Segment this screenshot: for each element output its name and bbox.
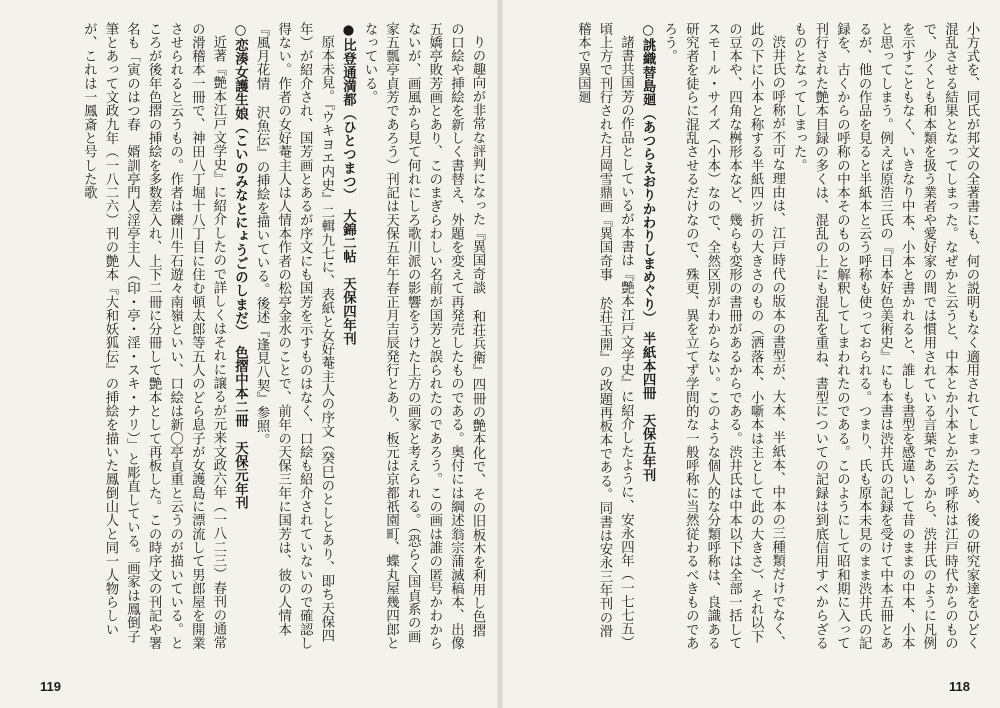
paragraph: 近著『艶本江戸文学史』に紹介したので詳しくはそれに譲るが元来文政六年（一八二三）春刊の通常の滑稽本一冊で、神田八丁堀十八丁目に住む頓太郎等五人のどら息子が女護島に漂流して男郎屋を開業させられると云うもの。作者は礫川牛石遊々南嶺といい、口絵は新〇亭貞重と云うのが描いている。ところが後年色摺の挿絵を多数差入れ、上下二冊に分冊して艶本として再板した。この時序文の刊記や署名も「寅のはつ春 婿訓亭門人淫亭主人（印・亭・淫・スキ・ナリ）」と彫直している。画家は鳳倒子筆とあって文政九年（一八二六）刊の艶本『大和妖狐伝』の挿絵を描いた鳳倒山人と同一人物らしいが、これは一鳳斎と号した歌 xyxy=(81,22,226,650)
paragraph: 渋井氏の呼称が不可な理由は、江戸時代の版本の書型が、大本、半紙本、中本の三種類だけでなく、此の下に小本と称する半紙四ツ折の大きさのもの（洒落本、小噺本は主として此の大きさ）、それ以下の豆本や、四角な桝形本など、幾らも変形の書冊があるからである。渋井氏は中本以下は全部一括してスモール・サイズ（小本）なので、全然区別がわからない。このような個人的な分類呼称は、良識ある研究者を徒らに混乱させるだけなので、殊更、異を立てず学問的な一般呼称に当然従わるべきものであろう。 xyxy=(661,22,785,650)
page-number-left: 119 xyxy=(40,679,61,694)
paragraph: 原本未見。『ウキヨエ内史』二輯九七に、表紙と女好菴主人の序文（癸巳のとしとあり、即ち天保四年）が紹介され、国芳画とあるが序文にも国芳を示すものはなく、口絵も紹介されていないので確認し得ない。作者の女好菴主人は人情本作者の松亭金水のことで、前年の天保三年に国芳は、彼の人情本『風月花情 沢魚伝』の挿絵を描いている。後述『逢見八契』参照。 xyxy=(254,22,334,650)
paragraph: 諸書共国芳の作品としているが本書は『艶本江戸文学史』に紹介したように、安永四年（一七七五）頃上方で刊行された月岡雪鼎画『異国奇事 於荘玉開』の改題再板本である。同書は安永三年刊の滑稽本で異国廻 xyxy=(575,22,634,650)
paragraph: りの趣向が非常な評判になった『異国奇談 和荘兵衛』四冊の艶本化で、その旧板木を利用し色摺の口絵や挿絵を新しく書替え、外題を変えて再発売したものである。奥付には綱述翁宗蒲滅稿本、出像五嬌亭敗芳画とあり、このまぎらわしい名前が国芳と誤られたのであろう。この画は誰の匿号かわからないが、画風から見て何れにしろ歌川派の影響をうけた上方の画家と考えられる。（恐らく国貞系の画家五瓢亭貞芳であろう）刊記は天保五年午春正月吉辰発行とあり、板元は京都祇園町、蝶丸屋幾四郎となっている。 xyxy=(362,22,485,650)
entry-heading: ●比登通満都（ひとつまつ） 大錦二帖 天保四年刊 xyxy=(340,22,357,346)
page-right-body xyxy=(530,22,982,650)
page-number-right: 118 xyxy=(949,679,970,694)
entry-heading: ○誂織替島廻（あつらえおりかわりしまめぐり） 半紙本四冊 天保五年刊 xyxy=(640,22,657,482)
paragraph: 小方式を、同氏が邦文の全著書にも、何の説明もなく適用されてしまったため、後の研究家達をひどく混乱させる結果となってしまった。なぜかと云うと、中本とか小本とか云う呼称は江戸時代からのもので、少くとも和本類を扱う業者や愛好家の間では慣用されている言葉であるから、渋井氏のように凡例を示すこともなく、いきなり中本、小本と書かれると、誰しも書型を感違いして昔のままの中本、小本と思ってしまう。例えば原浩三氏の『日本好色美術史』にも本書は渋井氏の記録を受けて中本五冊とあるが、他の作品を見ると半紙本と云う呼称も使っておられる。つまり、氏も原本未見のまま渋井氏の記録を、古くからの呼称の中本そのものと解釈してしまわれたのである。このようにして昭和期に入って刊行された艶本目録の多くは、混乱の上にも混乱を重ね、書型についての記録は到底信用すべからざるものとなってしまった。 xyxy=(791,22,979,650)
page-right xyxy=(500,0,1000,708)
entry-heading: ○恋湊女護生娘（こいのみなとにょうごのしまだ） 色摺中本二冊 天保元年刊 xyxy=(232,22,249,510)
page-left-body xyxy=(40,22,488,650)
